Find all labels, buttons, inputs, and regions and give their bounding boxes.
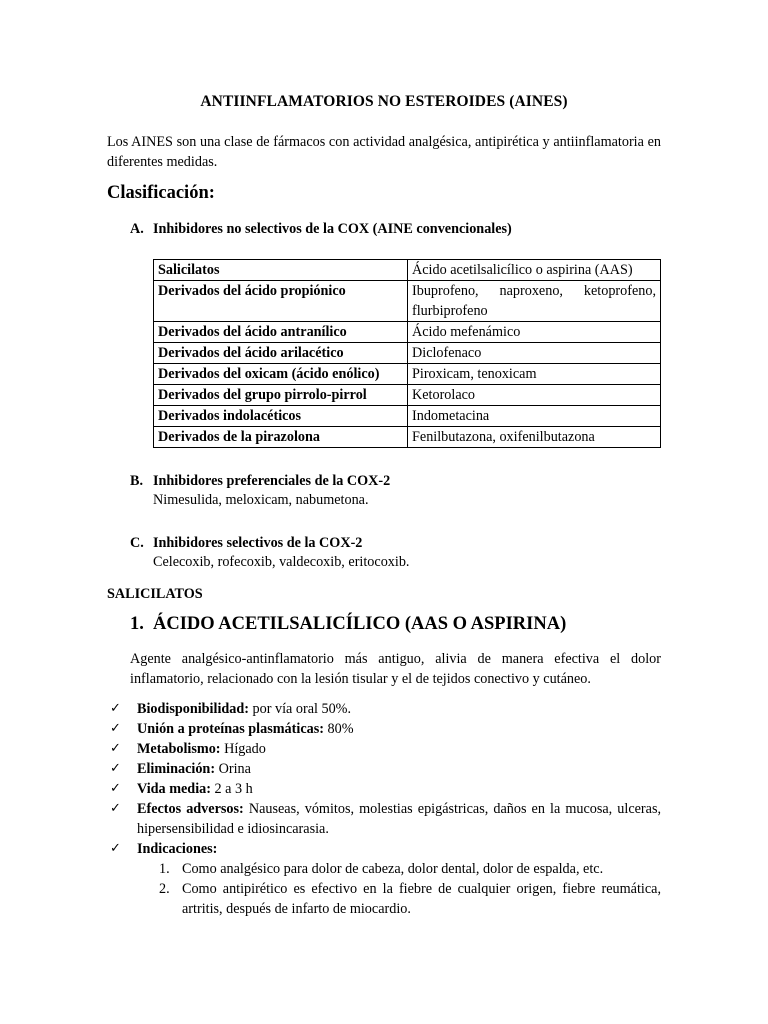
table-row (154, 427, 661, 448)
property-label: Efectos adversos: (137, 801, 244, 817)
section-c-title: Inhibidores selectivos de la COX-2 (153, 535, 363, 551)
indications-list (137, 859, 661, 919)
list-item (146, 879, 661, 919)
checkmark-icon: ✓ (110, 841, 121, 856)
table-row (154, 406, 661, 427)
table-cell-group: Derivados indolacéticos (154, 406, 408, 427)
property-value: Orina (218, 761, 251, 777)
table-row (154, 322, 661, 343)
table-cell-drugs: Ketorolaco (408, 385, 661, 406)
table-cell-group: Derivados de la pirazolona (154, 427, 408, 448)
property-value: Nauseas, vómitos, molestias epigástricas, daños en la mucosa, ulceras, hipersensibilidad e idiosincarasia. (137, 801, 662, 837)
section-b-letter: B. (130, 473, 144, 489)
checkmark-icon: ✓ (110, 701, 121, 716)
table-row (154, 385, 661, 406)
salicilatos-heading: SALICILATOS (107, 586, 203, 602)
table-cell-group: Salicilatos (154, 260, 408, 281)
document-title: ANTIINFLAMATORIOS NO ESTEROIDES (AINES) (200, 93, 568, 110)
property-value: 80% (327, 721, 354, 737)
checkmark-icon: ✓ (110, 781, 121, 796)
list-item (146, 859, 661, 879)
property-label: Biodisponibilidad: (137, 701, 249, 717)
table-cell-drugs: Fenilbutazona, oxifenilbutazona (408, 427, 661, 448)
checkmark-icon: ✓ (110, 741, 121, 756)
table-row (154, 343, 661, 364)
list-item (107, 759, 661, 779)
checkmark-icon: ✓ (110, 801, 121, 816)
properties-list (107, 699, 661, 919)
table-cell-drugs: Indometacina (408, 406, 661, 427)
property-label: Vida media: (137, 781, 211, 797)
list-item (107, 799, 661, 839)
table-cell-drugs: Ácido mefenámico (408, 322, 661, 343)
property-label: Unión a proteínas plasmáticas: (137, 721, 324, 737)
property-value: por vía oral 50%. (252, 701, 352, 717)
aas-heading (130, 614, 566, 634)
table-cell-drugs: Ácido acetilsalicílico o aspirina (AAS) (408, 260, 661, 281)
list-item (107, 739, 661, 759)
property-value: 2 a 3 h (214, 781, 253, 797)
section-c-text: Celecoxib, rofecoxib, valdecoxib, eritocoxib. (153, 554, 410, 570)
table-cell-group: Derivados del ácido antranílico (154, 322, 408, 343)
section-b-text: Nimesulida, meloxicam, nabumetona. (153, 492, 369, 508)
table-cell-drugs: Diclofenaco (408, 343, 661, 364)
table-row (154, 364, 661, 385)
clasificacion-heading: Clasificación: (107, 183, 215, 203)
table-cell-drugs: Piroxicam, tenoxicam (408, 364, 661, 385)
table-cell-group: Derivados del ácido propiónico (154, 281, 408, 322)
section-a-title: Inhibidores no selectivos de la COX (AINE convencionales) (153, 221, 512, 237)
aas-description: Agente analgésico-antinflamatorio más antiguo, alivia de manera efectiva el dolor inflamatorio, relacionado con la lesión tisular y el de tejidos conectivo y cutáneo. (130, 651, 661, 687)
checkmark-icon: ✓ (110, 721, 121, 736)
intro-paragraph: Los AINES son una clase de fármacos con actividad analgésica, antipirética y antiinflamatoria en diferentes medidas. (107, 134, 661, 170)
property-label: Eliminación: (137, 761, 216, 777)
table-cell-group: Derivados del ácido arilacético (154, 343, 408, 364)
section-a-letter: A. (130, 221, 144, 237)
property-label: Metabolismo: (137, 741, 221, 757)
section-a-heading (130, 219, 512, 239)
section-c-heading (130, 533, 362, 553)
table-cell-group: Derivados del oxicam (ácido enólico) (154, 364, 408, 385)
table-row (154, 260, 661, 281)
aas-heading-title: ÁCIDO ACETILSALICÍLICO (AAS O ASPIRINA) (153, 614, 567, 634)
table-cell-group: Derivados del grupo pirrolo-pirrol (154, 385, 408, 406)
checkmark-icon: ✓ (110, 761, 121, 776)
aas-heading-number: 1. (130, 614, 144, 634)
property-value: Hígado (224, 741, 266, 757)
list-item (107, 839, 661, 919)
indication-number: 2. (159, 881, 170, 897)
indication-text: Como antipirético es efectivo en la fiebre de cualquier origen, fiebre reumática, artritis, después de infarto de miocardio. (182, 881, 661, 917)
section-b-heading (130, 471, 390, 491)
list-item (107, 699, 661, 719)
list-item (107, 719, 661, 739)
indication-number: 1. (159, 861, 170, 877)
table-row (154, 281, 661, 322)
list-item (107, 779, 661, 799)
section-b-title: Inhibidores preferenciales de la COX-2 (153, 473, 391, 489)
table-cell-drugs: Ibuprofeno, naproxeno, ketoprofeno, flurbiprofeno (408, 281, 661, 322)
section-c-letter: C. (130, 535, 144, 551)
indication-text: Como analgésico para dolor de cabeza, dolor dental, dolor de espalda, etc. (182, 861, 604, 877)
classification-table (153, 259, 661, 448)
property-label: Indicaciones: (137, 841, 218, 857)
